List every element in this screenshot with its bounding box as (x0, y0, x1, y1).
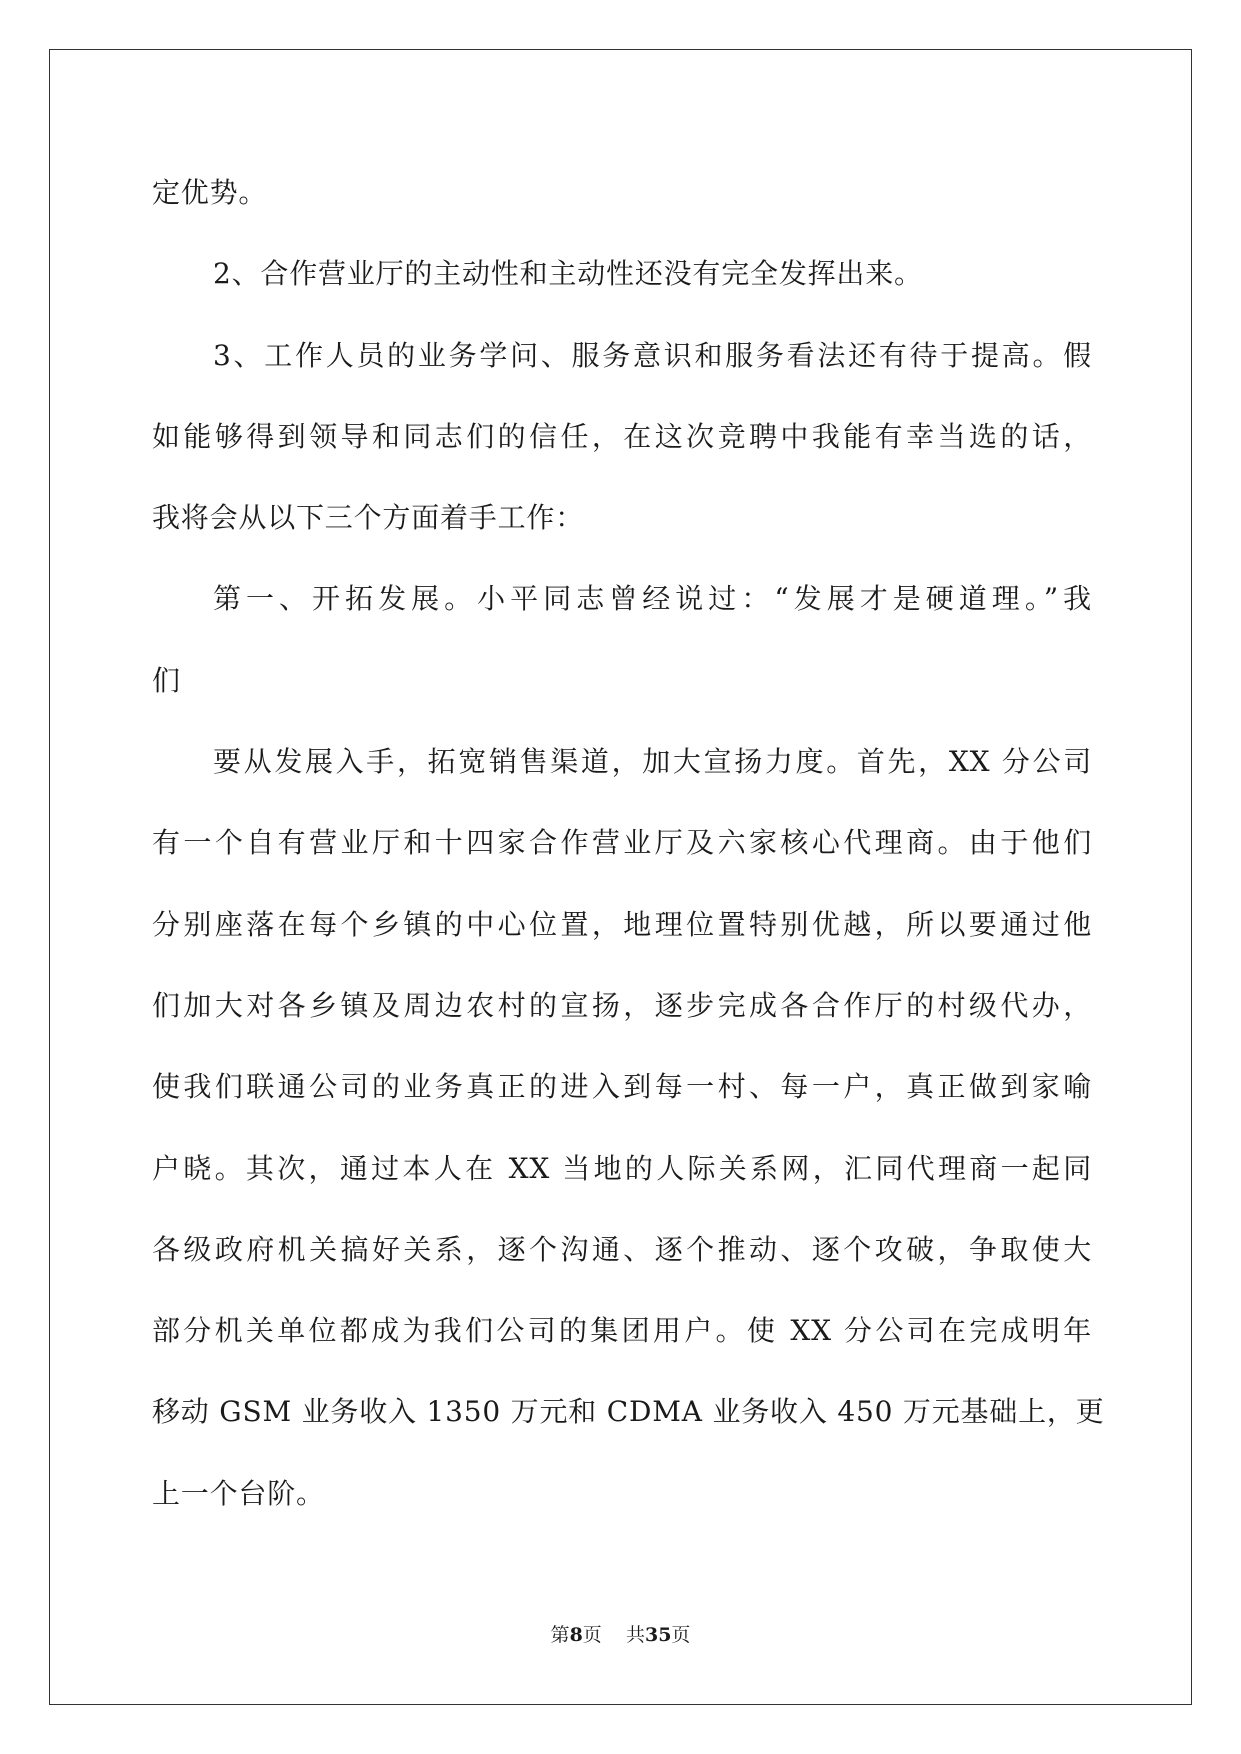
text-line: 户晓。其次，通过本人在 XX 当地的人际关系网，汇同代理商一起同 (152, 1151, 1092, 1185)
footer-suffix: 页 (671, 1624, 691, 1646)
text-line: 移动 GSM 业务收入 1350 万元和 CDMA 业务收入 450 万元基础上，更 (152, 1395, 1105, 1429)
footer-prefix: 第 (550, 1624, 570, 1646)
text-line: 2、合作营业厅的主动性和主动性还没有完全发挥出来。 (213, 257, 923, 291)
text-line: 3、工作人员的业务学问、服务意识和服务看法还有待于提高。假 (213, 338, 1092, 372)
current-page-number: 8 (569, 1624, 583, 1646)
page-footer (0, 1620, 1241, 1647)
total-page-count: 35 (644, 1624, 672, 1646)
text-line: 有一个自有营业厅和十四家合作营业厅及六家核心代理商。由于他们 (152, 826, 1092, 860)
text-line: 们加大对各乡镇及周边农村的宣扬，逐步完成各合作厅的村级代办， (152, 988, 1092, 1022)
text-line: 定优势。 (152, 176, 268, 209)
text-line: 部分机关单位都成为我们公司的集团用户。使 XX 分公司在完成明年 (152, 1314, 1092, 1348)
footer-middle: 页 共 (582, 1624, 645, 1646)
document-body (152, 152, 1105, 1534)
text-line: 分别座落在每个乡镇的中心位置，地理位置特别优越，所以要通过他 (152, 907, 1092, 941)
text-line: 们 (152, 663, 181, 697)
text-line: 我将会从以下三个方面着手工作： (152, 501, 585, 535)
text-line: 各级政府机关搞好关系，逐个沟通、逐个推动、逐个攻破，争取使大 (152, 1232, 1092, 1266)
text-line: 如能够得到领导和同志们的信任，在这次竞聘中我能有幸当选的话， (152, 419, 1092, 453)
text-line: 要从发展入手，拓宽销售渠道，加大宣扬力度。首先，XX 分公司 (213, 745, 1092, 779)
text-line: 第一、开拓发展。小平同志曾经说过：“发展才是硬道理。”我 (213, 582, 1092, 616)
text-line: 使我们联通公司的业务真正的进入到每一村、每一户，真正做到家喻 (152, 1070, 1092, 1104)
text-line: 上一个台阶。 (152, 1476, 325, 1510)
